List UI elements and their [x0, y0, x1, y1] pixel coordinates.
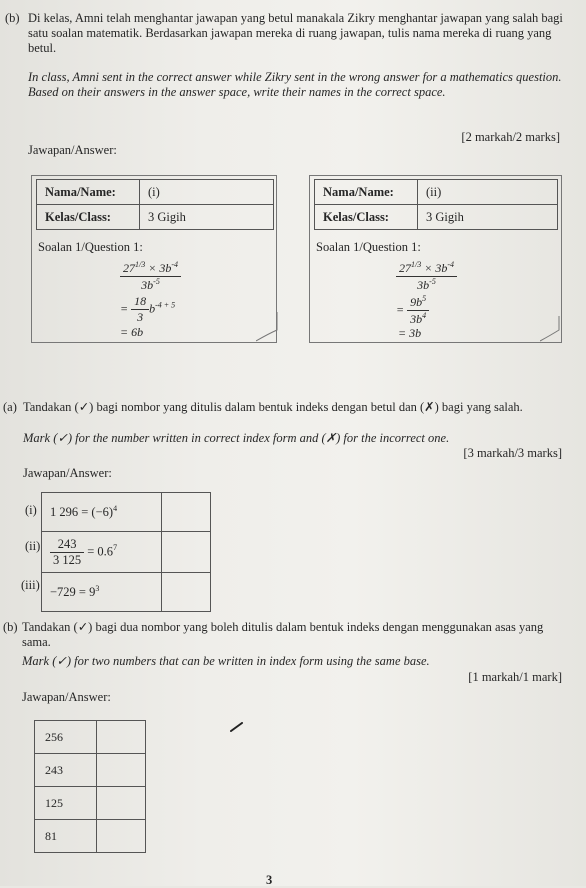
card-1-fraction — [120, 260, 181, 293]
card-1-step2-tail-exp: -4 + 5 — [155, 300, 176, 310]
card-2-step2-num-exp: 5 — [422, 294, 427, 303]
card-2-class-label: Kelas/Class: — [315, 205, 418, 230]
card-1-name-label: Nama/Name: — [37, 180, 140, 205]
number-3-mark-cell[interactable] — [97, 787, 146, 820]
number-1-mark-cell[interactable] — [97, 721, 146, 754]
card-1-class-value: 3 Gigih — [140, 205, 274, 230]
part-a-row-2-number: (ii) — [25, 539, 41, 553]
part-a-row-1-number: (i) — [25, 503, 37, 517]
table-row — [42, 573, 211, 612]
card-1-step2-tail: b — [149, 301, 156, 316]
part-a-row-3-lhs: −729 = 9 — [50, 585, 96, 600]
card-2-class-value: 3 Gigih — [418, 205, 558, 230]
card-2-step2 — [396, 294, 429, 327]
card-1-class-label: Kelas/Class: — [37, 205, 140, 230]
part-b-bottom-table — [34, 720, 146, 853]
card-2-num-base: 27 — [399, 261, 411, 275]
part-a-marks: [3 markah/3 marks] — [463, 446, 562, 460]
part-a-row-3-mark-cell[interactable] — [162, 573, 211, 612]
part-a-row-3-number: (iii) — [21, 578, 40, 592]
part-b-bottom-answer-label: Jawapan/Answer: — [22, 690, 111, 704]
part-a-label: (a) — [3, 400, 17, 414]
part-a-malay: Tandakan (✓) bagi nombor yang ditulis dalam bentuk indeks dengan betul dan (✗) bagi yang salah. — [23, 400, 523, 414]
card-1-info-table — [36, 179, 274, 230]
card-1-den-exp: -5 — [153, 277, 160, 286]
card-2-step2-den: 3b — [410, 312, 423, 326]
card-2-page-curl-icon — [540, 316, 560, 342]
part-a-row-1-statement — [42, 493, 162, 532]
part-b-bottom-label: (b) — [3, 620, 18, 634]
card-2-den-exp: -5 — [429, 277, 436, 286]
card-2-fraction — [396, 260, 457, 293]
card-1-den: 3b — [141, 278, 154, 292]
card-2-name-label: Nama/Name: — [315, 180, 418, 205]
part-a-row-2-mark-cell[interactable] — [162, 532, 211, 573]
part-b-top-marks: [2 markah/2 marks] — [461, 130, 560, 144]
part-b-bottom-malay: Tandakan (✓) bagi dua nombor yang boleh ditulis dalam bentuk indeks dengan menggunakan asas yang sama. — [22, 620, 544, 649]
part-a-row-3-statement — [42, 573, 162, 612]
part-a-row-2-frac-den: 3 125 — [53, 552, 82, 567]
part-b-top-malay: Di kelas, Amni telah menghantar jawapan yang betul manakala Zikry menghantar jawapan yang salah bagi satu soalan matematik. Berdasarkan jawapan mereka di ruang jawapan, tulis nama mereka di ruang yang betul. — [28, 11, 563, 55]
table-row — [42, 532, 211, 573]
card-2-step2-den-exp: 4 — [422, 311, 427, 320]
card-2-question: Soalan 1/Question 1: — [316, 240, 421, 254]
part-a-row-2-rhs: = 0.6 — [84, 543, 114, 558]
card-2-info-table — [314, 179, 558, 230]
card-2-den: 3b — [417, 278, 430, 292]
table-row — [35, 787, 146, 820]
answer-card-2 — [309, 175, 562, 343]
part-a-table — [41, 492, 211, 612]
part-a-row-1-exp: 4 — [113, 503, 118, 513]
card-1-num-rest: × 3b — [145, 261, 172, 275]
card-2-step3: = 3b — [398, 326, 422, 340]
number-cell-2: 243 — [35, 754, 97, 787]
part-a-row-3-exp: 3 — [95, 583, 100, 593]
part-b-bottom-marks: [1 markah/1 mark] — [468, 670, 562, 684]
part-a-answer-label: Jawapan/Answer: — [23, 466, 112, 480]
part-a-english: Mark (✓) for the number written in correct index form and (✗) for the incorrect one. — [23, 431, 450, 445]
table-row — [42, 493, 211, 532]
card-2-num-exp: 1/3 — [411, 260, 422, 269]
card-2-step2-eq: = — [396, 302, 405, 317]
card-2-step2-num: 9b — [410, 295, 423, 309]
number-4-mark-cell[interactable] — [97, 820, 146, 853]
number-2-mark-cell[interactable] — [97, 754, 146, 787]
page-number: 3 — [266, 873, 273, 887]
table-row — [35, 721, 146, 754]
table-row — [35, 754, 146, 787]
card-1-step2-eq: = — [120, 301, 129, 316]
card-2-num-rest-exp: -4 — [447, 260, 455, 269]
card-1-num-exp: 1/3 — [135, 260, 146, 269]
part-a-row-2-frac-num: 243 — [50, 537, 84, 553]
card-1-step2-num: 18 — [131, 294, 149, 310]
card-1-name-field[interactable]: (i) — [140, 180, 274, 205]
card-1-num-base: 27 — [123, 261, 135, 275]
table-row — [35, 820, 146, 853]
card-1-step2-den: 3 — [137, 310, 144, 324]
pen-stroke-mark-icon — [230, 722, 244, 732]
card-1-num-rest-exp: -4 — [171, 260, 179, 269]
number-cell-3: 125 — [35, 787, 97, 820]
part-b-top-label: (b) — [5, 11, 20, 25]
part-b-top-english: In class, Amni sent in the correct answer while Zikry sent in the wrong answer for a mathematics question. Based on their answers in the answer space, write their names in the correct space. — [28, 70, 562, 99]
card-1-step2 — [120, 294, 175, 325]
part-a-row-2-statement — [42, 532, 162, 573]
part-b-top-answer-label: Jawapan/Answer: — [28, 143, 117, 157]
part-b-bottom-english: Mark (✓) for two numbers that can be written in index form using the same base. — [22, 654, 430, 668]
answer-card-1 — [31, 175, 277, 343]
card-2-num-rest: × 3b — [421, 261, 448, 275]
card-1-question: Soalan 1/Question 1: — [38, 240, 143, 254]
part-a-row-2-exp: 7 — [113, 542, 118, 552]
number-cell-4: 81 — [35, 820, 97, 853]
number-cell-1: 256 — [35, 721, 97, 754]
card-2-name-field[interactable]: (ii) — [418, 180, 558, 205]
part-a-row-1-lhs: 1 296 = (−6) — [50, 505, 114, 520]
part-a-row-1-mark-cell[interactable] — [162, 493, 211, 532]
card-1-page-curl-icon — [256, 312, 278, 342]
card-1-step3: = 6b — [120, 325, 144, 339]
